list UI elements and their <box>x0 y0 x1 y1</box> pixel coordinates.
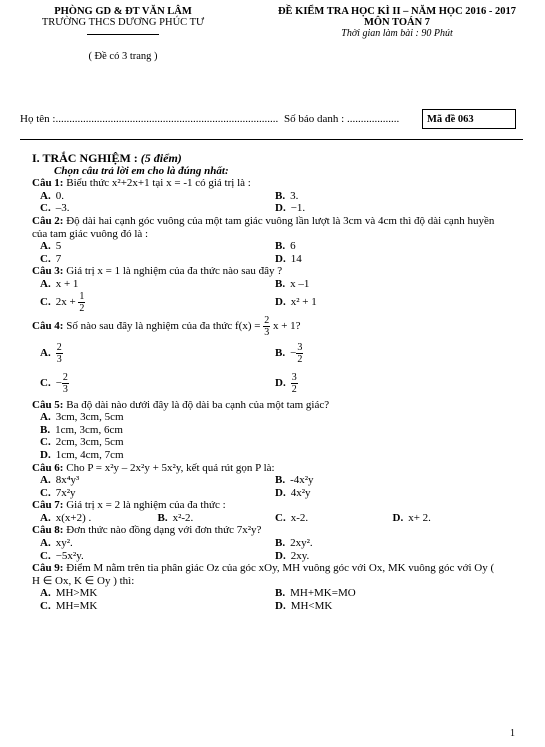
option-label: C. <box>40 202 51 215</box>
candidate-number-field: Số báo danh : ................... <box>284 113 400 125</box>
option-label: D. <box>275 202 286 215</box>
option-d[interactable] <box>385 512 503 525</box>
option-label: A. <box>40 587 51 600</box>
option-d[interactable] <box>267 202 502 215</box>
option-text: −5x²y. <box>55 549 84 562</box>
option-a[interactable] <box>32 339 267 369</box>
option-label: B. <box>275 240 286 253</box>
time-limit: Thời gian làm bài : 90 Phút <box>341 28 453 39</box>
question-text: Số nào sau đây là nghiệm của đa thức f(x) = <box>66 320 261 333</box>
option-b[interactable] <box>267 190 502 203</box>
option-text: 0. <box>55 189 64 202</box>
options <box>32 411 502 461</box>
question-text: Giá trị x = 2 là nghiệm của đa thức : <box>66 499 226 512</box>
option-label: C. <box>40 296 51 309</box>
option-text: 3. <box>290 189 299 202</box>
questions-section <box>32 152 502 613</box>
options <box>32 240 502 265</box>
question-number: Câu 7: <box>32 499 64 512</box>
option-label: D. <box>392 511 404 524</box>
option-c[interactable] <box>32 202 267 215</box>
option-c[interactable] <box>32 487 267 500</box>
option-text: -4x²y <box>290 474 314 487</box>
option-label: D. <box>275 549 286 562</box>
option-a[interactable] <box>32 240 267 253</box>
option-label: B. <box>275 537 286 550</box>
section-title-text: I. TRẮC NGHIỆM : <box>32 151 138 165</box>
option-text: − <box>55 377 62 390</box>
numerator: 2 <box>62 372 68 384</box>
option-label: B. <box>275 474 286 487</box>
option-label: D. <box>275 377 286 390</box>
section-title <box>32 152 502 165</box>
options <box>32 339 502 399</box>
option-text: x²-2. <box>172 511 194 524</box>
question-number: Câu 3: <box>32 265 64 278</box>
question-number: Câu 6: <box>32 461 64 474</box>
option-text: 14 <box>290 252 302 265</box>
exam-code-box: Mã đề 063 <box>422 109 516 129</box>
denominator: 3 <box>62 384 68 396</box>
option-text: 4x²y <box>290 486 311 499</box>
candidate-info <box>20 109 525 131</box>
numerator: 1 <box>79 291 85 303</box>
question-text: Điểm M nằm trên tia phân giác Oz của góc xOy, MH vuông góc với Ox, MK vuông góc với Oy ( H ∈ Ox, K ∈ Oy ) thì: <box>32 562 495 587</box>
option-label: D. <box>40 448 51 461</box>
option-c[interactable] <box>32 291 267 315</box>
fraction <box>263 315 270 338</box>
option-label: B. <box>275 587 286 600</box>
option-label: C. <box>40 436 51 449</box>
denominator: 2 <box>291 384 297 396</box>
question-text: Độ dài hai cạnh góc vuông của một tam giác vuông lần lượt là 3cm và 4cm thì độ dài cạnh huyền của tam giác vuông đó là : <box>32 214 495 240</box>
option-c[interactable] <box>32 253 267 266</box>
option-text: 2xy. <box>290 549 310 562</box>
question-text: Đơn thức nào đồng dạng với đơn thức 7x²y? <box>66 524 262 537</box>
option-text: 5 <box>55 240 62 253</box>
option-text: x-2. <box>290 511 309 524</box>
option-label: A. <box>40 277 51 290</box>
option-text: x –1 <box>290 277 310 290</box>
option-b[interactable] <box>150 512 268 525</box>
option-text: 3cm, 3cm, 5cm <box>55 411 124 424</box>
option-a[interactable] <box>32 474 267 487</box>
question-number: Câu 1: <box>32 177 64 190</box>
question-6 <box>32 462 502 500</box>
question-number: Câu 2: <box>32 214 64 227</box>
option-label: A. <box>40 537 51 550</box>
option-label: D. <box>275 296 286 309</box>
option-b[interactable] <box>267 587 502 600</box>
question-8 <box>32 524 502 562</box>
option-text: −1. <box>290 202 306 215</box>
header-divider <box>87 34 159 35</box>
option-d[interactable] <box>267 291 502 315</box>
option-a[interactable] <box>32 537 267 550</box>
option-text: xy². <box>55 537 73 550</box>
option-text: 1cm, 3cm, 6cm <box>55 423 123 436</box>
option-a[interactable] <box>32 587 267 600</box>
fraction <box>78 291 85 314</box>
question-3 <box>32 265 502 314</box>
option-d[interactable] <box>267 487 502 500</box>
option-b[interactable] <box>267 339 502 369</box>
option-label: B. <box>40 423 51 436</box>
question-2 <box>32 215 502 265</box>
option-label: D. <box>275 600 286 613</box>
question-1 <box>32 177 502 215</box>
option-text: − <box>290 347 297 360</box>
option-c[interactable] <box>32 550 267 563</box>
fraction <box>56 342 63 365</box>
option-a[interactable] <box>32 411 502 424</box>
question-text: Giá trị x = 1 là nghiệm của đa thức nào sau đây ? <box>66 265 283 278</box>
option-d[interactable] <box>267 253 502 266</box>
question-5 <box>32 399 502 462</box>
option-text: x + 1 <box>55 277 79 290</box>
option-label: A. <box>40 511 51 524</box>
option-label: A. <box>40 347 51 360</box>
option-label: C. <box>40 252 51 265</box>
exam-title: ĐỀ KIỂM TRA HỌC KÌ II – NĂM HỌC 2016 - 2017 <box>277 6 517 17</box>
question-text: Cho P = x²y – 2x²y + 5x²y, kết quả rút gọn P là: <box>66 461 275 474</box>
option-text: 7x²y <box>55 486 76 499</box>
name-field: Họ tên :................................................................................. <box>20 113 279 125</box>
option-c[interactable] <box>32 369 267 399</box>
fraction <box>291 372 298 395</box>
denominator: 3 <box>264 327 270 339</box>
option-label: D. <box>275 486 286 499</box>
option-text: MH>MK <box>55 587 98 600</box>
option-label: C. <box>40 600 51 613</box>
option-b[interactable] <box>32 424 502 437</box>
option-text: MH+MK=MO <box>290 587 356 600</box>
section-points: (5 điểm) <box>140 151 182 165</box>
option-d[interactable] <box>267 369 502 399</box>
numerator: 3 <box>291 372 297 384</box>
option-label: A. <box>40 474 51 487</box>
instruction: Chọn câu trả lời em cho là đúng nhất: <box>54 164 229 177</box>
option-text: 7 <box>55 252 62 265</box>
option-text: x+ 2. <box>408 511 431 524</box>
option-c[interactable] <box>32 436 502 449</box>
options <box>32 537 502 562</box>
option-label: C. <box>40 549 51 562</box>
fraction <box>62 372 69 395</box>
question-number: Câu 9: <box>32 562 64 575</box>
option-b[interactable] <box>267 537 502 550</box>
question-text-end: x + 1? <box>272 320 301 333</box>
option-text: 2xy². <box>290 537 313 550</box>
numerator: 3 <box>297 342 303 354</box>
options <box>32 190 502 215</box>
option-label: B. <box>275 347 286 360</box>
question-number: Câu 4: <box>32 320 64 333</box>
denominator: 2 <box>297 354 303 366</box>
option-a[interactable] <box>32 512 150 525</box>
option-label: B. <box>157 511 168 524</box>
option-text: MH=MK <box>55 600 98 613</box>
option-text: MH<MK <box>290 600 333 613</box>
option-label: A. <box>40 240 51 253</box>
option-label: A. <box>40 189 51 202</box>
option-text: –3. <box>55 202 70 215</box>
option-c[interactable] <box>267 512 385 525</box>
question-number: Câu 5: <box>32 398 64 411</box>
options <box>32 474 502 499</box>
option-text: 6 <box>290 240 296 253</box>
question-text: Biểu thức x²+2x+1 tại x = -1 có giá trị là : <box>66 177 251 190</box>
question-number: Câu 8: <box>32 524 64 537</box>
option-d[interactable] <box>267 550 502 563</box>
numerator: 2 <box>264 315 270 327</box>
school-name: TRƯỜNG THCS DƯƠNG PHÚC TƯ <box>41 17 205 28</box>
department-name: PHÒNG GD & ĐT VĂN LÂM <box>54 6 192 17</box>
fraction <box>296 342 303 365</box>
question-line <box>32 315 502 339</box>
numerator: 2 <box>56 342 62 354</box>
option-b[interactable] <box>267 240 502 253</box>
question-7 <box>32 499 502 524</box>
option-text: 2x + <box>55 296 76 309</box>
option-a[interactable] <box>32 190 267 203</box>
option-b[interactable] <box>267 278 502 291</box>
question-4 <box>32 315 502 399</box>
option-text: x(x+2) . <box>55 511 92 524</box>
option-label: C. <box>40 377 51 390</box>
option-text: 1cm, 4cm, 7cm <box>55 448 124 461</box>
option-d[interactable] <box>32 449 502 462</box>
denominator: 3 <box>56 354 62 366</box>
option-label: C. <box>40 486 51 499</box>
option-text: x² + 1 <box>290 296 317 309</box>
option-label: B. <box>275 189 286 202</box>
page-count-note: ( Đề có 3 trang ) <box>88 51 158 62</box>
options <box>32 512 502 525</box>
exam-header <box>262 6 532 39</box>
option-b[interactable] <box>267 474 502 487</box>
question-9 <box>32 562 502 612</box>
option-d[interactable] <box>267 600 502 613</box>
option-label: A. <box>40 411 51 424</box>
question-text: Ba độ dài nào dưới đây là độ dài ba cạnh của một tam giác? <box>66 398 330 411</box>
option-c[interactable] <box>32 600 267 613</box>
divider <box>20 139 523 140</box>
option-text: 2cm, 3cm, 5cm <box>55 436 124 449</box>
page-number: 1 <box>510 728 515 739</box>
option-text: 8x⁴y³ <box>55 474 80 487</box>
option-a[interactable] <box>32 278 267 291</box>
option-label: D. <box>275 252 286 265</box>
school-header <box>18 6 228 62</box>
denominator: 2 <box>79 303 85 315</box>
subject: MÔN TOÁN 7 <box>363 17 431 28</box>
option-label: B. <box>275 277 286 290</box>
options <box>32 278 502 315</box>
options <box>32 587 502 612</box>
option-label: C. <box>275 511 286 524</box>
